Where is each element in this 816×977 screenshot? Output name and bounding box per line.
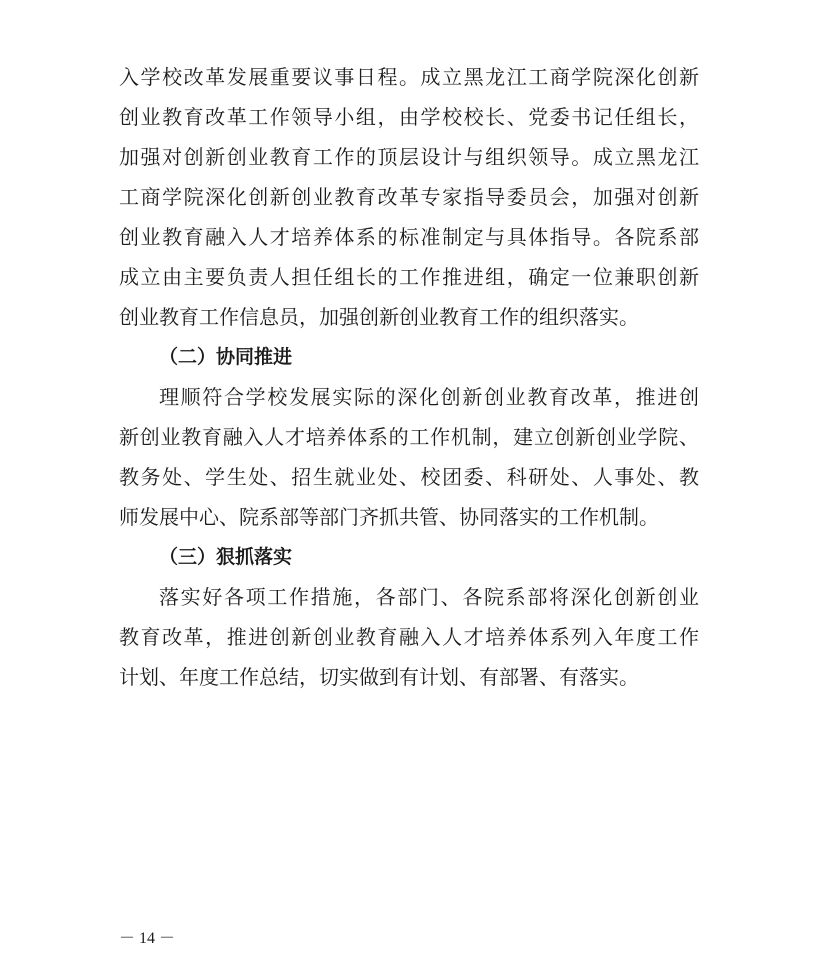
text-line: 理顺符合学校发展实际的深化创新创业教育改革，推进创 — [159, 385, 699, 409]
text-line: 教育改革，推进创新创业教育融入人才培养体系列入年度工作 — [119, 625, 699, 649]
page-number: － 14 － — [119, 930, 176, 947]
section-heading: （二）协同推进 — [159, 346, 293, 368]
text-line: 创业教育融入人才培养体系的标准制定与具体指导。各院系部 — [119, 225, 699, 249]
text-line: 成立由主要负责人担任组长的工作推进组，确定一位兼职创新 — [119, 265, 699, 289]
text-line: 入学校改革发展重要议事日程。成立黑龙江工商学院深化创新 — [119, 65, 699, 89]
section-implementation — [119, 537, 699, 697]
text-line: 教务处、学生处、招生就业处、校团委、科研处、人事处、教 — [119, 465, 699, 489]
text-line: 创业教育工作信息员，加强创新创业教育工作的组织落实。 — [119, 305, 639, 329]
document-body — [119, 57, 699, 697]
text-line: 新创业教育融入人才培养体系的工作机制，建立创新创业学院、 — [119, 425, 699, 449]
text-line: 师发展中心、院系部等部门齐抓共管、协同落实的工作机制。 — [119, 505, 659, 529]
text-line: 工商学院深化创新创业教育改革专家指导委员会，加强对创新 — [119, 185, 699, 209]
text-line: 落实好各项工作措施，各部门、各院系部将深化创新创业 — [159, 585, 699, 609]
text-line: 计划、年度工作总结，切实做到有计划、有部署、有落实。 — [119, 665, 639, 689]
text-line: 加强对创新创业教育工作的顶层设计与组织领导。成立黑龙江 — [119, 145, 699, 169]
section-heading: （三）狠抓落实 — [159, 546, 293, 568]
paragraph-1 — [119, 57, 699, 337]
text-line: 创业教育改革工作领导小组，由学校校长、党委书记任组长， — [119, 105, 699, 129]
section-coordination — [119, 337, 699, 537]
